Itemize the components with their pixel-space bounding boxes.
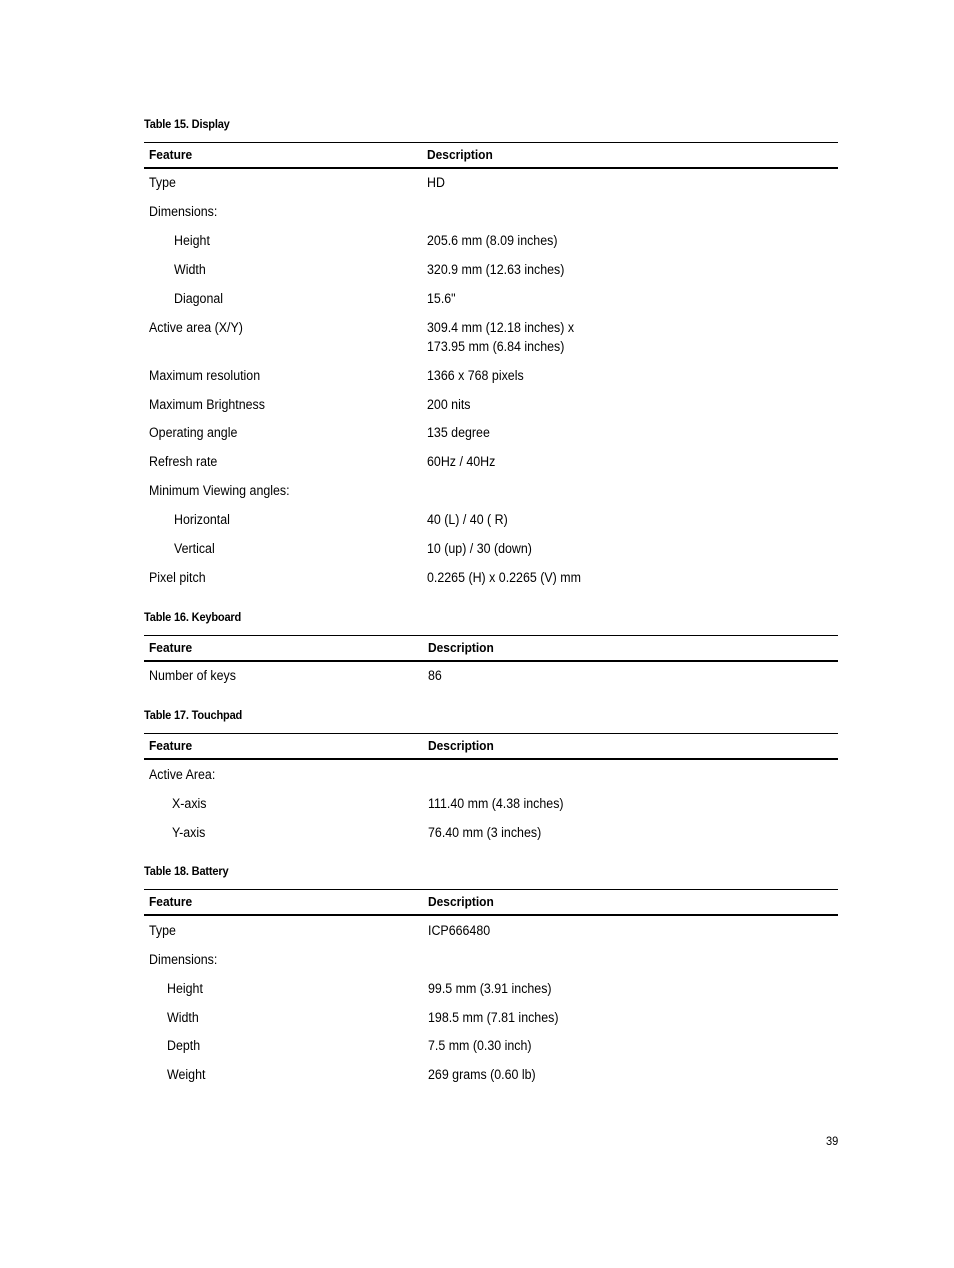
header-description: Description: [428, 894, 494, 909]
table-caption: Table 16. Keyboard: [144, 610, 242, 624]
feature-cell: Dimensions:: [149, 204, 218, 219]
touchpad-table: [144, 708, 838, 848]
header-feature: Feature: [149, 147, 193, 162]
feature-cell: Diagonal: [174, 291, 224, 306]
header-description: Description: [427, 147, 493, 162]
feature-cell: Height: [174, 233, 210, 248]
feature-cell: Vertical: [174, 541, 215, 556]
description-cell: 10 (up) / 30 (down): [427, 541, 532, 556]
description-cell: 60Hz / 40Hz: [427, 454, 496, 469]
description-cell: 76.40 mm (3 inches): [428, 825, 542, 840]
description-cell: 111.40 mm (4.38 inches): [428, 796, 564, 811]
feature-cell: Minimum Viewing angles:: [149, 483, 290, 498]
description-cell: 309.4 mm (12.18 inches) x: [427, 320, 575, 335]
feature-cell: Active area (X/Y): [149, 320, 243, 335]
description-cell: 40 (L) / 40 ( R): [427, 512, 508, 527]
feature-cell: Horizontal: [174, 512, 230, 527]
display-table: [144, 117, 838, 597]
description-cell: 198.5 mm (7.81 inches): [428, 1010, 559, 1025]
description-cell: 15.6": [427, 291, 456, 306]
feature-cell: Dimensions:: [149, 952, 218, 967]
feature-cell: Width: [167, 1010, 199, 1025]
feature-cell: Type: [149, 923, 176, 938]
feature-cell: Type: [149, 175, 176, 190]
table-caption: Table 17. Touchpad: [144, 708, 243, 722]
feature-cell: Maximum resolution: [149, 368, 261, 383]
feature-cell: Weight: [167, 1067, 206, 1082]
table-header: [144, 733, 838, 760]
description-cell-line2: 173.95 mm (6.84 inches): [427, 339, 565, 354]
description-cell: 269 grams (0.60 lb): [428, 1067, 536, 1082]
description-cell: 86: [428, 668, 442, 683]
description-cell: 135 degree: [427, 425, 490, 440]
description-cell: ICP666480: [428, 923, 491, 938]
table-header: [144, 635, 838, 662]
page-number: 39: [826, 1134, 839, 1148]
feature-cell: Depth: [167, 1038, 201, 1053]
description-cell: 0.2265 (H) x 0.2265 (V) mm: [427, 570, 581, 585]
keyboard-table: [144, 610, 838, 690]
description-cell: HD: [427, 175, 445, 190]
header-description: Description: [428, 738, 494, 753]
table-header: [144, 142, 838, 169]
feature-cell: X-axis: [172, 796, 207, 811]
description-cell: 99.5 mm (3.91 inches): [428, 981, 552, 996]
header-feature: Feature: [149, 640, 193, 655]
feature-cell: Width: [174, 262, 206, 277]
table-caption: Table 18. Battery: [144, 864, 229, 878]
description-cell: 7.5 mm (0.30 inch): [428, 1038, 532, 1053]
feature-cell: Number of keys: [149, 668, 236, 683]
feature-cell: Maximum Brightness: [149, 397, 265, 412]
table-header: [144, 889, 838, 916]
header-description: Description: [428, 640, 494, 655]
feature-cell: Active Area:: [149, 767, 216, 782]
feature-cell: Y-axis: [172, 825, 206, 840]
feature-cell: Refresh rate: [149, 454, 218, 469]
header-feature: Feature: [149, 894, 193, 909]
description-cell: 1366 x 768 pixels: [427, 368, 524, 383]
description-cell: 200 nits: [427, 397, 471, 412]
table-caption: Table 15. Display: [144, 117, 230, 131]
feature-cell: Operating angle: [149, 425, 238, 440]
description-cell: 205.6 mm (8.09 inches): [427, 233, 558, 248]
description-cell: 320.9 mm (12.63 inches): [427, 262, 565, 277]
feature-cell: Height: [167, 981, 203, 996]
feature-cell: Pixel pitch: [149, 570, 206, 585]
header-feature: Feature: [149, 738, 193, 753]
battery-table: [144, 864, 838, 1094]
